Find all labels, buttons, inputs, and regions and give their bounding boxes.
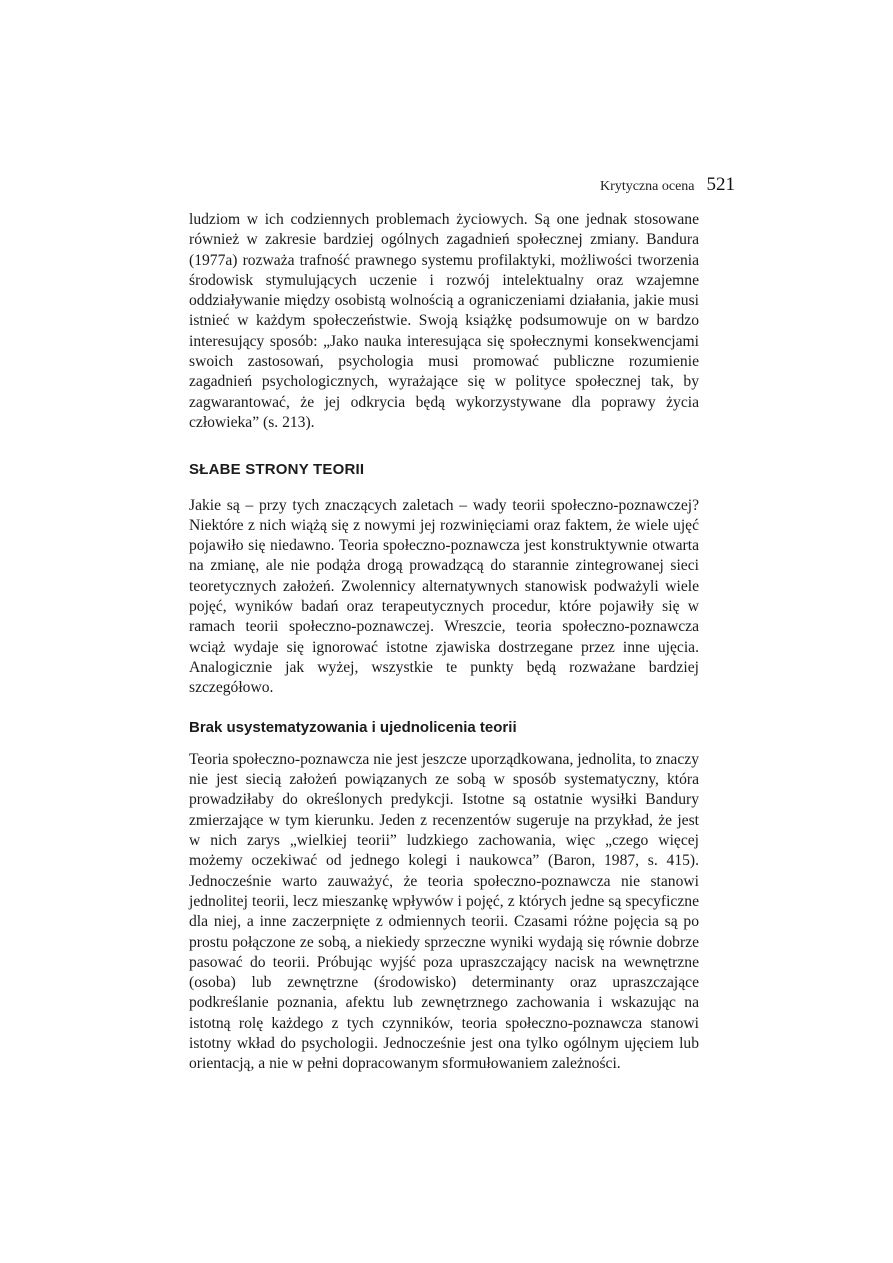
running-head-section: Krytyczna ocena (600, 179, 695, 194)
running-head (600, 174, 735, 196)
page-number: 521 (706, 174, 735, 195)
paragraph-continuation: ludziom w ich codziennych problemach życiowych. Są one jednak stosowane również w zakresie bardziej ogólnych zagadnień społecznej zmiany. Bandura (1977a) rozważa trafność prawnego systemu profilaktyki, możliwości tworzenia środowisk stymulujących uczenie i rozwój intelektualny oraz wzajemne oddziaływanie między osobistą wolnością a ograniczeniami działania, jakie musi istnieć w każdym społeczeństwie. Swoją książkę podsumowuje on w bardzo interesujący sposób: „Jako nauka interesująca się społecznymi konsekwencjami swoich zastosowań, psychologia musi promować publiczne rozumienie zagadnień psychologicznych, wyrażające się w polityce społecznej tak, by zagwarantować, że jej odkrycia będą wykorzystywane dla poprawy życia człowieka” (s. 213). (189, 211, 699, 431)
subsection-heading-lack-of-systematization: Brak usystematyzowania i ujednolicenia teorii (189, 718, 517, 736)
section-heading-weaknesses: SŁABE STRONY TEORII (189, 461, 365, 479)
paragraph-lack-of-systematization: Teoria społeczno-poznawcza nie jest jeszcze uporządkowana, jednolita, to znaczy nie jest siecią założeń powiązanych ze sobą w sposób systematyczny, która prowadziłaby do określonych predykcji. Istotne są ostatnie wysiłki Bandury zmierzające w tym kierunku. Jeden z recenzentów sugeruje na przykład, że jest w nich zarys „wielkiej teorii” ludzkiego zachowania, więc „czego więcej możemy oczekiwać od jednego kolegi i naukowca” (Baron, 1987, s. 415). Jednocześnie warto zauważyć, że teoria społeczno-poznawcza nie stanowi jednolitej teorii, lecz mieszankę wpływów i pojęć, z których jedne są specyficzne dla niej, a inne zaczerpnięte z odmiennych teorii. Czasami różne pojęcia są po prostu połączone ze sobą, a niekiedy sprzeczne wyniki wydają się równie dobrze pasować do teorii. Próbując wyjść poza upraszczający nacisk na wewnętrzne (osoba) lub zewnętrzne (środowisko) determinanty oraz upraszczające podkreślanie poznania, afektu lub zewnętrznego zachowania i wskazując na istotną rolę każdego z tych czynników, teoria społeczno-poznawcza stanowi istotny wkład do psychologii. Jednocześnie jest ona tylko ogólnym ujęciem lub orientacją, a nie w pełni dopracowanym sformułowaniem zależności. (189, 750, 699, 1073)
body-text (189, 210, 699, 1075)
paragraph-weaknesses-intro: Jakie są – przy tych znaczących zaletach – wady teorii społeczno-poznawczej? Niektóre z nich wiążą się z nowymi jej rozwinięciami oraz faktem, że wiele ujęć pojawiło się niedawno. Teoria społeczno-poznawcza jest konstruktywnie otwarta na zmianę, ale nie podąża drogą prowadzącą do starannie zintegrowanej sieci teoretycznych założeń. Zwolennicy alternatywnych stanowisk podważyli wiele pojęć, wyników badań oraz terapeutycznych procedur, które pojawiły się w ramach teorii społeczno-poznawczej. Wreszcie, teoria społeczno-poznawcza wciąż wydaje się ignorować istotne zjawiska dostrzegane przez inne ujęcia. Analogicznie jak wyżej, wszystkie te punkty będą rozważane bardziej szczegółowo. (189, 496, 699, 697)
